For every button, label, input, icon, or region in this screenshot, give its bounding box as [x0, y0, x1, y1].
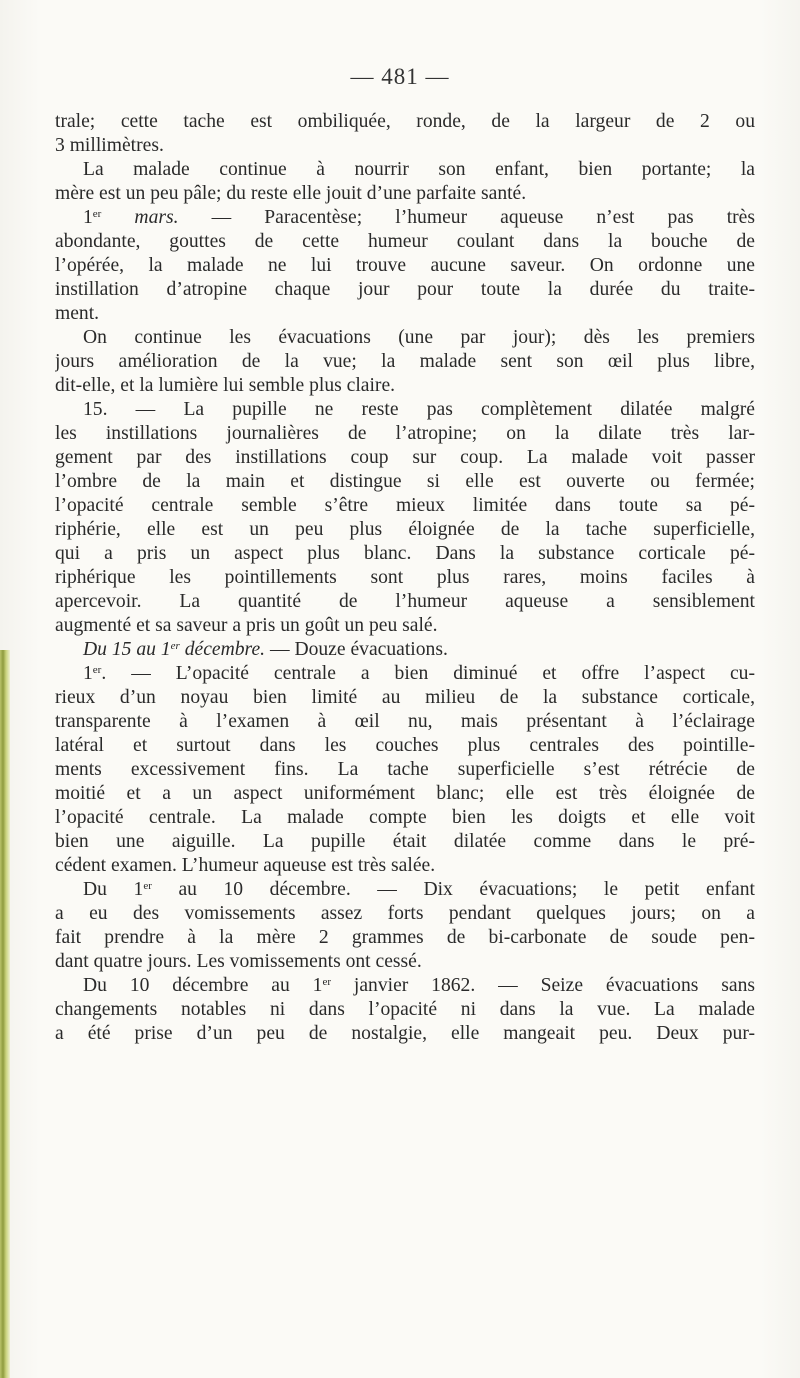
text-line: [55, 566, 755, 590]
text-line: [55, 614, 755, 638]
text-line: [55, 902, 755, 926]
text-run: 3 millimètres.: [55, 135, 164, 156]
page-binding-edge: [0, 650, 10, 1378]
text-run: janvier 1862. — Seize évacuations sans: [331, 975, 755, 996]
text-run: abondante, gouttes de cette humeur coulant dans la bouche de: [55, 231, 755, 252]
text-run: — Paracentèse; l’humeur aqueuse n’est pas très: [178, 207, 755, 228]
text-run: instillation d’atropine chaque jour pour toute la durée du traite-: [55, 279, 755, 300]
text-run: On continue les évacuations (une par jour); dès les premiers: [83, 327, 755, 348]
text-line: [55, 422, 755, 446]
text-run: bien une aiguille. La pupille était dilatée comme dans le pré-: [55, 831, 755, 852]
text-line: [55, 830, 755, 854]
text-run: 15. — La pupille ne reste pas complètement dilatée malgré: [83, 399, 755, 420]
text-line: [55, 1022, 755, 1046]
text-line: [55, 662, 755, 686]
text-line: [55, 470, 755, 494]
text-line: [55, 782, 755, 806]
text-line: [55, 110, 755, 134]
text-line: [55, 710, 755, 734]
text-run: dit-elle, et la lumière lui semble plus claire.: [55, 375, 396, 396]
text-run: décembre.: [179, 639, 266, 660]
text-line: [55, 206, 755, 230]
text-run: riphérique les pointillements sont plus rares, moins faciles à: [55, 567, 755, 588]
text-run: a eu des vomissements assez forts pendant quelques jours; on a: [55, 903, 755, 924]
superscript: er: [322, 976, 332, 988]
text-run: apercevoir. La quantité de l’humeur aqueuse a sensiblement: [55, 591, 755, 612]
text-run: ments excessivement fins. La tache superficielle s’est rétrécie de: [55, 759, 755, 780]
text-run: latéral et surtout dans les couches plus centrales des pointille-: [55, 735, 755, 756]
text-run: qui a pris un aspect plus blanc. Dans la substance corticale pé-: [55, 543, 755, 564]
text-run: mère est un peu pâle; du reste elle jouit d’une parfaite santé.: [55, 183, 527, 204]
text-line: [55, 998, 755, 1022]
text-run: La malade continue à nourrir son enfant, bien portante; la: [83, 159, 755, 180]
text-line: [55, 638, 755, 662]
text-run: fait prendre à la mère 2 grammes de bi-carbonate de soude pen-: [55, 927, 755, 948]
superscript: er: [143, 880, 152, 892]
text-run: l’ombre de la main et distingue si elle est ouverte ou fermée;: [55, 471, 755, 492]
body-text: [55, 110, 755, 1046]
text-run: Du 1: [83, 879, 144, 900]
text-line: [55, 494, 755, 518]
text-run: l’opacité centrale semble s’être mieux limitée dans toute sa pé-: [55, 495, 755, 516]
text-run: les instillations journalières de l’atropine; on la dilate très lar-: [55, 423, 755, 444]
text-line: [55, 374, 755, 398]
text-line: [55, 278, 755, 302]
superscript: er: [92, 664, 102, 676]
text-run: Du 10 décembre au 1: [83, 975, 323, 996]
text-line: [55, 854, 755, 878]
text-run: jours amélioration de la vue; la malade sent son œil plus libre,: [55, 351, 755, 372]
text-run: l’opacité centrale. La malade compte bien les doigts et elle voit: [55, 807, 755, 828]
text-line: [55, 158, 755, 182]
text-line: [55, 974, 755, 998]
text-run: gement par des instillations coup sur coup. La malade voit passer: [55, 447, 755, 468]
text-line: [55, 326, 755, 350]
superscript: er: [170, 640, 180, 652]
text-line: [55, 230, 755, 254]
text-run: 1: [83, 663, 93, 684]
text-line: [55, 182, 755, 206]
text-run: moitié et a un aspect uniformément blanc; elle est très éloignée de: [55, 783, 755, 804]
text-line: [55, 302, 755, 326]
text-run: 1: [83, 207, 93, 228]
text-line: [55, 950, 755, 974]
text-line: [55, 542, 755, 566]
text-line: [55, 878, 755, 902]
text-line: [55, 734, 755, 758]
text-run: changements notables ni dans l’opacité ni dans la vue. La malade: [55, 999, 755, 1020]
text-line: [55, 590, 755, 614]
text-line: [55, 758, 755, 782]
text-run: au 10 décembre. — Dix évacuations; le petit enfant: [151, 879, 755, 900]
text-line: [55, 398, 755, 422]
text-line: [55, 350, 755, 374]
text-run: cédent examen. L’humeur aqueuse est très salée.: [55, 855, 436, 876]
page-number: — 481 —: [350, 64, 450, 89]
text-run: trale; cette tache est ombiliquée, ronde, de la largeur de 2 ou: [55, 111, 755, 132]
text-run: ment.: [55, 303, 100, 324]
superscript: er: [92, 208, 102, 220]
text-run: riphérie, elle est un peu plus éloignée de la tache superficielle,: [55, 519, 755, 540]
text-run: . — L’opacité centrale a bien diminué et offre l’aspect cu-: [101, 663, 755, 684]
text-line: [55, 446, 755, 470]
text-run: — Douze évacuations.: [265, 639, 448, 660]
text-run: rieux d’un noyau bien limité au milieu de la substance corticale,: [55, 687, 755, 708]
text-run: Du 15 au 1: [83, 639, 171, 660]
text-run: dant quatre jours. Les vomissements ont cessé.: [55, 951, 422, 972]
text-run: a été prise d’un peu de nostalgie, elle mangeait peu. Deux pur-: [55, 1023, 755, 1044]
text-run: mars.: [101, 207, 179, 228]
text-line: [55, 518, 755, 542]
text-line: [55, 926, 755, 950]
text-run: transparente à l’examen à œil nu, mais présentant à l’éclairage: [55, 711, 755, 732]
text-line: [55, 134, 755, 158]
text-line: [55, 686, 755, 710]
text-run: augmenté et sa saveur a pris un goût un peu salé.: [55, 615, 438, 636]
text-run: l’opérée, la malade ne lui trouve aucune saveur. On ordonne une: [55, 255, 755, 276]
text-line: [55, 806, 755, 830]
text-line: [55, 254, 755, 278]
